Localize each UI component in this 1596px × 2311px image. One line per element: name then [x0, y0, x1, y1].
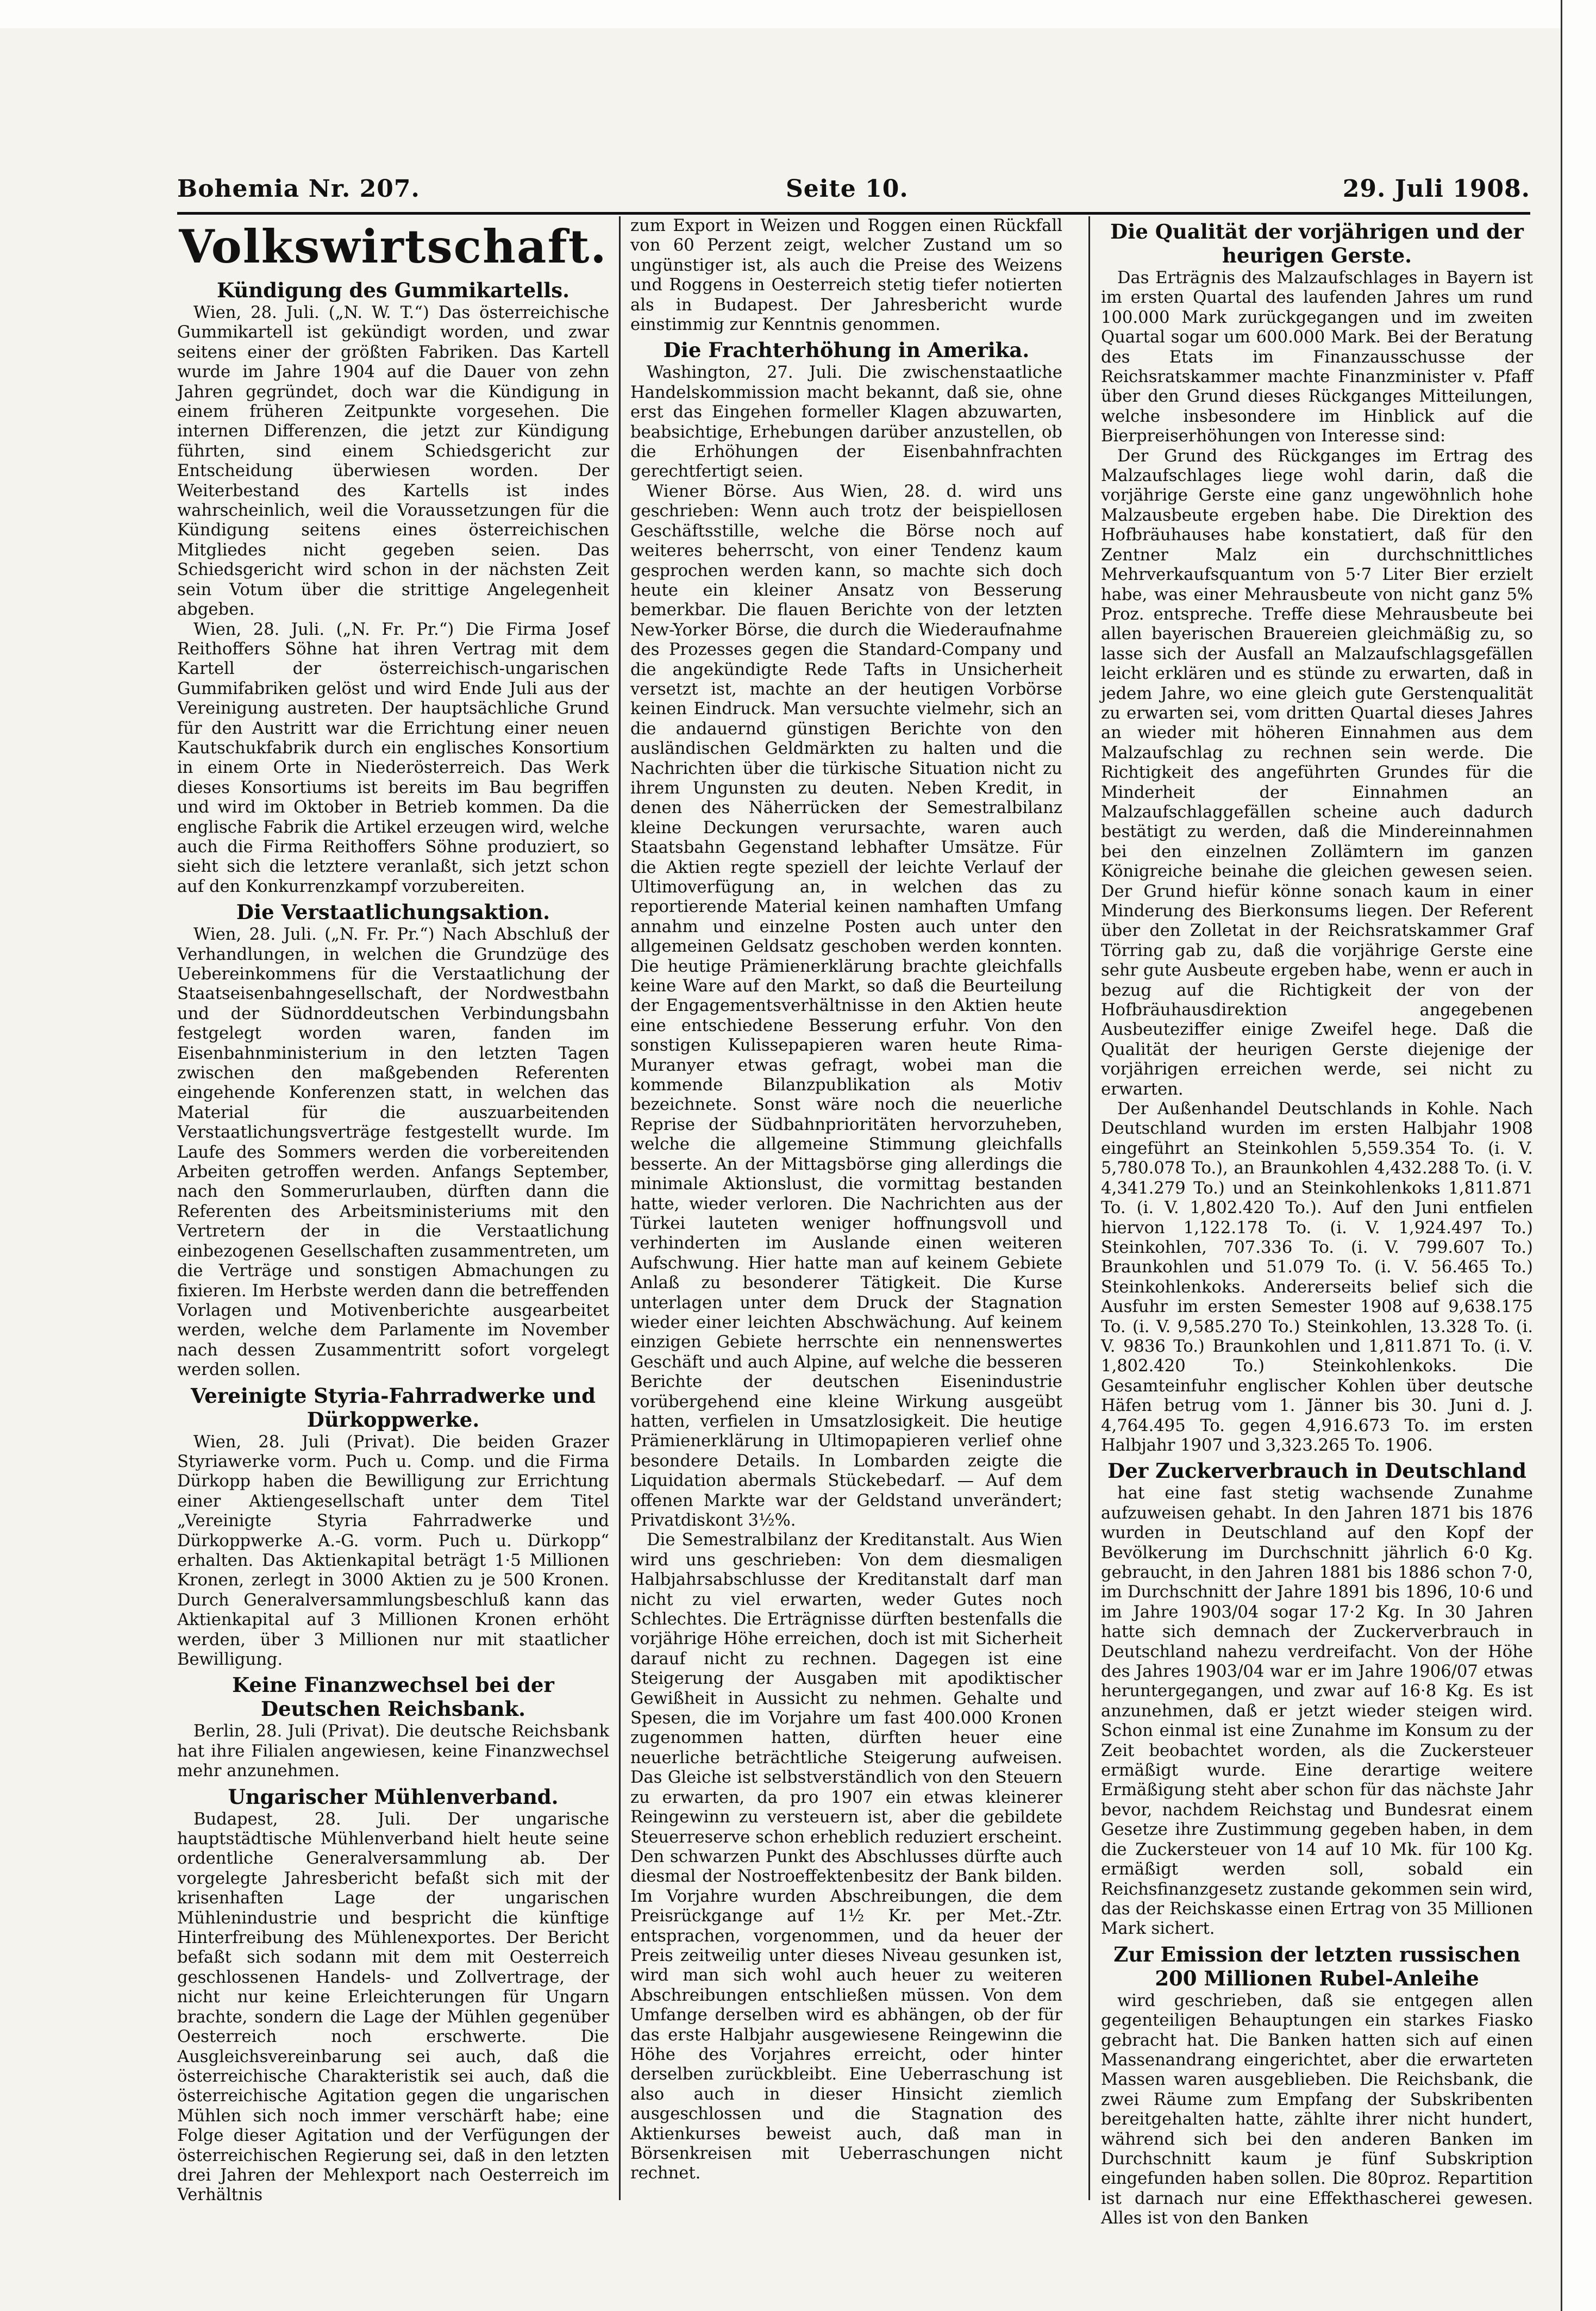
column-divider — [619, 216, 621, 2200]
header-issue: Bohemia Nr. 207. — [177, 175, 420, 203]
article-paragraph: Wien, 28. Juli. („N. W. T.“) Das österreichische Gummikartell ist gekündigt worden, und zwar seitens einer der größten Fabriken. Das Kartell wurde im Jahre 1904 auf die Dauer von zehn Jahren gegründet, doch war die Kündigung in einem früheren Zeitpunkte vorgesehen. Die internen Differenzen, die jetzt zur Kündigung führten, sind einem Schiedsgericht zur Entscheidung überwiesen worden. Der Weiterbestand des Kartells ist indes wahrscheinlich, weil die Voraussetzungen für die Kündigung seitens eines österreichischen Mitgliedes nicht gegeben seien. Das Schiedsgericht wird schon in der nächsten Zeit sein Votum über die strittige Angelegenheit abgeben. — [177, 303, 609, 620]
section-title: Volkswirtschaft. — [179, 220, 608, 273]
header-date: 29. Juli 1908. — [1342, 175, 1530, 203]
article-paragraph: Wiener Börse. Aus Wien, 28. d. wird uns geschrieben: Wenn auch trotz der beispiellosen Geschäftsstille, welche die Börse noch auf weiteres beherrscht, von einer Tendenz kaum gesprochen werden kann, so machte sich doch heute ein kleiner Ansatz von Besserung bemerkbar. Die flauen Berichte von der letzten New-Yorker Börse, die durch die Wiederaufnahme des Prozesses gegen die Standard-Company und die angekündigte Rede Tafts in Unsicherheit versetzt ist, machte an der heutigen Vorbörse keinen Eindruck. Man versuchte vielmehr, sich an die andauernd günstigen Berichte von den ausländischen Geldmärkten zu halten und die Nachrichten über die türkische Situation nicht zu ihrem Ungunsten zu deuten. Neben Kredit, in denen des Näherrücken der Semestralbilanz kleine Deckungen verursachte, waren auch Staatsbahn Gegenstand lebhafter Umsätze. Für die Aktien regte speziell der leichte Verlauf der Ultimoverfügung an, in welchen das zu reportierende Material keinen namhaften Umfang annahm und einzelne Posten auch unter den allgemeinen Geldsatz geschoben werden konnten. Die heutige Prämienerklärung brachte gleichfalls keine Ware auf den Markt, so daß die Beurteilung der Engagementsverhältnisse in den Aktien heute eine entschiedene Besserung erfuhr. Von den sonstigen Kulissepapieren waren heute Rima-Muranyer etwas gefragt, wobei man die kommende Bilanzpublikation als Motiv bezeichnete. Sonst wäre noch die neuerliche Reprise der Südbahnprioritäten hervorzuheben, welche die allgemeine Stimmung gleichfalls besserte. An der Mittagsbörse ging allerdings die minimale Aktionslust, die vormittag bestanden hatte, wieder verloren. Die Nachrichten aus der Türkei lauteten weniger hoffnungsvoll und verhinderten im Auslande einen weiteren Aufschwung. Hier hatte man auf keinem Gebiete Anlaß zu besonderer Tätigkeit. Die Kurse unterlagen unter dem Druck der Stagnation wieder einer leichten Abschwächung. Auf keinem einzigen Gebiete herrschte ein nennenswertes Geschäft und auch Alpine, auf welche die besseren Berichte der deutschen Eisenindustrie vorübergehend eine kleine Wirkung ausgeübt hatten, verfielen in Umsatzlosigkeit. Die heutige Prämienerklärung in Ultimopapieren verlief ohne besondere Details. In Lombarden zeigte die Liquidation abermals Stückebedarf. — Auf dem offenen Markte war der Geldstand unverändert; Privatdiskont 3½%. — [630, 482, 1062, 1530]
article-paragraph: Die Semestralbilanz der Kreditanstalt. Aus Wien wird uns geschrieben: Von dem diesmaligen Halbjahrsabschlusse der Kreditanstalt darf man nicht zu viel erwarten, weder Gutes noch Schlechtes. Die Erträgnisse dürften bestenfalls die vorjährige Höhe erreichen, doch ist mit Sicherheit darauf nicht zu rechnen. Dagegen ist eine Steigerung der Ausgaben mit apodiktischer Gewißheit in Aussicht zu nehmen. Gehalte und Spesen, die im Vorjahre um fast 400.000 Kronen zugenommen hatten, dürften heuer eine neuerliche beträchtliche Steigerung aufweisen. Das Gleiche ist selbstverständlich von den Steuern zu erwarten, da pro 1907 ein etwas kleinerer Reingewinn zu versteuern ist, aber die gebildete Steuerreserve schon erheblich reduziert erscheint. Den schwarzen Punkt des Abschlusses dürfte auch diesmal der Nostroeffektenbesitz der Bank bilden. Im Vorjahre wurden Abschreibungen, die dem Preisrückgange auf 1½ Kr. per Met.-Ztr. entsprachen, vorgenommen, und da heuer der Preis zeitweilig unter dieses Niveau gesunken ist, wird man sich wohl auch heuer zu weiteren Abschreibungen entschließen müssen. Von dem Umfange derselben wird es abhängen, ob der für das erste Halbjahr ausgewiesene Reingewinn die Höhe des Vorjahres erreicht, oder hinter derselben zurückbleibt. Eine Ueberraschung ist also auch in dieser Hinsicht ziemlich ausgeschlossen und die Stagnation des Aktienkurses beweist auch, daß man in Börsenkreisen mit Ueberraschungen nicht rechnet. — [630, 1531, 1062, 2183]
article-paragraph: Wien, 28. Juli. („N. Fr. Pr.“) Nach Abschluß der Verhandlungen, in welchen die Grundzüge des Uebereinkommens für die Verstaatlichung der Staatseisenbahngesellschaft, der Nordwestbahn und der Südnorddeutschen Verbindungsbahn festgelegt worden waren, fanden im Eisenbahnministerium in den letzten Tagen zwischen den maßgebenden Referenten eingehende Konferenzen statt, in welchen das Material für die auszuarbeitenden Verstaatlichungsverträge festgestellt wurde. Im Laufe des Sommers werden die vorbereitenden Arbeiten getroffen werden. Anfangs September, nach den Sommerurlauben, dürften dann die Referenten des Arbeitsministeriums mit den Vertretern der in die Verstaatlichung einbezogenen Gesellschaften zusammentreten, um die Verträge und sonstigen Abmachungen zu fixieren. Im Herbste werden dann die betreffenden Vorlagen und Motivenberichte ausgearbeitet werden, welche dem Parlamente im November nach dessen Zusammentritt sofort vorgelegt werden sollen. — [177, 925, 609, 1380]
article-headline: Der Zuckerverbrauch in Deutschland — [1107, 1459, 1526, 1483]
article-paragraph: Der Außenhandel Deutschlands in Kohle. Nach Deutschland wurden im ersten Halbjahr 1908 eingeführt an Steinkohlen 5,559.354 To. (i. V. 5,780.078 To.), an Braunkohlen 4,432.288 To. (i. V. 4,341.279 To.) und an Steinkohlenkoks 1,811.871 To. (i. V. 1,802.420 To.). Auf den Juni entfielen hiervon 1,122.178 To. (i. V. 1,924.497 To.) Steinkohlen, 707.336 To. (i. V. 799.607 To.) Braunkohlen und 51.079 To. (i. V. 56.465 To.) Steinkohlenkoks. Andererseits belief sich die Ausfuhr im ersten Semester 1908 auf 9,638.175 To. (i. V. 9,585.270 To.) Steinkohlen, 13.328 To. (i. V. 9836 To.) Braunkohlen und 1,811.871 To. (i. V. 1,802.420 To.) Steinkohlenkoks. Die Gesamteinfuhr englischer Kohlen über deutsche Häfen betrug vom 1. Jänner bis 30. Juni d. J. 4,764.495 To. gegen 4,916.673 To. im ersten Halbjahr 1907 und 3,323.265 To. 1906. — [1101, 1100, 1533, 1455]
article-paragraph: Der Grund des Rückganges im Ertrag des Malzaufschlages liege wohl darin, daß die vorjährige Gerste eine ganz ungewöhnlich hohe Malzausbeute ergeben habe. Die Direktion des Hofbräuhauses habe konstatiert, daß für den Zentner Malz ein durchschnittliches Mehrverkaufsquantum von 5·7 Liter Bier erzielt habe, was einer Mehrausbeute von nicht ganz 5% Proz. entspreche. Treffe diese Mehrausbeute bei allen bayerischen Brauereien gleichmäßig zu, so lasse sich der Ausfall an Malzaufschlagsgefällen leicht erklären und es stünde zu erwarten, daß in jedem Jahre, wo eine gleich gute Gerstenqualität zu erwarten sei, vom dritten Quartal dieses Jahres an wieder mit höheren Einnahmen aus dem Malzaufschlag zu rechnen sein werde. Die Richtigkeit des angeführten Grundes für die Minderheit der Einnahmen an Malzaufschlaggefällen scheine auch dadurch bestätigt zu werden, daß die Mindereinnahmen bei den einzelnen Zollämtern im ganzen Königreiche beinahe die gleichen gewesen seien. Der Grund hiefür könne sonach kaum in einer Minderung des Bierkonsums liegen. Der Referent über den Zolletat in der Reichsratskammer Graf Törring gab zu, daß die vorjährige Gerste eine sehr gute Ausbeute ergeben habe, wenn er auch in bezug auf die Richtigkeit der von der Hofbräuhausdirektion angegebenen Ausbeuteziffer einige Zweifel hege. Daß die Qualität der heurigen Gerste diejenige der vorjährigen erreichen werde, sei nicht zu erwarten. — [1101, 446, 1533, 1099]
article-paragraph: zum Export in Weizen und Roggen einen Rückfall von 60 Perzent zeigt, welcher Zustand um so ungünstiger ist, als auch die Preise des Weizens und Roggens in Oesterreich stetig tiefer notierten als in Budapest. Der Jahresbericht wurde einstimmig zur Kenntnis genommen. — [630, 216, 1062, 335]
article-headline: Kündigung des Gummikartells. — [216, 278, 570, 302]
column-2 — [630, 216, 1062, 2200]
article-paragraph: Washington, 27. Juli. Die zwischenstaatliche Handelskommission macht bekannt, daß sie, ohne erst das Eingehen formeller Klagen abzuwarten, beabsichtige, Erhebungen darüber anzustellen, ob die Erhöhungen der Eisenbahnfrachten gerechtfertigt seien. — [630, 363, 1062, 482]
header-rule — [177, 212, 1530, 215]
scan-border-right — [1561, 0, 1596, 2311]
header-page-number: Seite 10. — [786, 175, 909, 203]
article-paragraph: Wien, 28. Juli (Privat). Die beiden Grazer Styriawerke vorm. Puch u. Comp. und die Firma Dürkopp haben die Bewilligung zur Errichtung einer Aktiengesellschaft unter dem Titel „Vereinigte Styria Fahrradwerke und Dürkoppwerke A.-G. vorm. Puch u. Dürkopp“ erhalten. Das Aktienkapital beträgt 1·5 Millionen Kronen, zerlegt in 3000 Aktien zu je 500 Kronen. Durch Generalversammlungsbeschluß kann das Aktienkapital auf 3 Millionen Kronen erhöht werden, über 3 Millionen nur mit staatlicher Bewilligung. — [177, 1432, 609, 1669]
article-paragraph: wird geschrieben, daß sie entgegen allen gegenteiligen Behauptungen ein starkes Fiasko gebracht hat. Die Banken hatten sich auf einen Massenandrang eingerichtet, aber die erwarteten Massen waren ausgeblieben. Die Reichsbank, die zwei Räume zum Empfang der Subskribenten bereitgehalten hatte, zählte ihrer nicht hundert, während sich bei den anderen Banken im Durchschnitt kaum je fünf Subskription eingefunden haben sollen. Die 80proz. Repartition ist darnach nur eine Effekthascherei gewesen. Alles ist von den Banken — [1101, 1991, 1533, 2228]
article-headline: Die Frachterhöhung in Amerika. — [663, 338, 1030, 363]
article-headline: Keine Finanzwechsel bei der Deutschen Reichsbank. — [232, 1673, 554, 1721]
article-headline: Ungarischer Mühlenverband. — [228, 1784, 559, 1809]
article-headline: Die Qualität der vorjährigen und der heurigen Gerste. — [1110, 220, 1524, 267]
article-paragraph: hat eine fast stetig wachsende Zunahme aufzuweisen gehabt. In den Jahren 1871 bis 1876 wurden in Deutschland auf den Kopf der Bevölkerung im Durchschnitt jährlich 6·0 Kg. gebraucht, in den Jahren 1881 bis 1886 schon 7·0, im Durchschnitt der Jahre 1891 bis 1896, 10·6 und im Jahre 1903/04 sogar 17·2 Kg. In 30 Jahren hatte sich demnach der Zuckerverbrauch in Deutschland nahezu verdreifacht. Von der Höhe des Jahres 1903/04 war er im Jahre 1906/07 etwas heruntergegangen, und zwar auf 16·8 Kg. Es ist anzunehmen, daß er jetzt wieder steigen wird. Schon einmal ist eine Zunahme im Konsum zu der Zeit beobachtet worden, als die Zuckersteuer ermäßigt wurde. Eine derartige weitere Ermäßigung steht aber schon für das nächste Jahr bevor, nachdem Reichstag und Bundesrat einem Gesetze ihre Zustimmung gegeben haben, in dem die Zuckersteuer von 14 auf 10 Mk. für 100 Kg. ermäßigt werden soll, sobald ein Reichsfinanzgesetz zustande gekommen sein wird, das der Reichskasse einen Ertrag von 35 Millionen Mark sichert. — [1101, 1484, 1533, 1939]
column-1 — [177, 216, 609, 2205]
scan-border-top — [0, 0, 1596, 28]
article-paragraph: Das Erträgnis des Malzaufschlages in Bayern ist im ersten Quartal des laufenden Jahres um rund 100.000 Mark zurückgegangen und im zweiten Quartal sogar um 600.000 Mark. Bei der Beratung des Etats im Finanzausschusse der Reichsratskammer machte Finanzminister v. Pfaff über den Grund dieses Rückganges Mitteilungen, welche insbesondere im Hinblick auf die Bierpreiserhöhungen von Interesse sind: — [1101, 268, 1533, 446]
column-3 — [1101, 216, 1533, 2228]
article-headline: Zur Emission der letzten russischen 200 Millionen Rubel-Anleihe — [1113, 1942, 1520, 1990]
article-paragraph: Wien, 28. Juli. („N. Fr. Pr.“) Die Firma Josef Reithoffers Söhne hat ihren Vertrag mit dem Kartell der österreichisch-ungarischen Gummifabriken gelöst und wird Ende Juli aus der Vereinigung austreten. Der hauptsächliche Grund für den Austritt war die Errichtung einer neuen Kautschukfabrik durch ein englisches Konsortium in einem Orte in Niederösterreich. Das Werk dieses Konsortiums ist bereits im Bau begriffen und wird im Oktober in Betrieb kommen. Da die englische Fabrik die Artikel erzeugen wird, welche auch die Firma Reithoffers Söhne produziert, so sieht sich die letztere veranlaßt, sich jetzt schon auf den Konkurrenzkampf vorzubereiten. — [177, 620, 609, 896]
article-headline: Die Verstaatlichungsaktion. — [236, 900, 550, 925]
article-paragraph: Budapest, 28. Juli. Der ungarische hauptstädtische Mühlenverband hielt heute seine ordentliche Generalversammlung ab. Der vorgelegte Jahresbericht befaßt sich mit der krisenhaften Lage der ungarischen Mühlenindustrie und bespricht die künftige Hinterfreibung des Mühlenexportes. Der Bericht befaßt sich sodann mit dem mit Oesterreich geschlossenen Handels- und Zollvertrage, der nicht nur keine Erleichterungen für Ungarn brachte, sondern die Lage der Mühlen gegenüber Oesterreich noch erschwerte. Die Ausgleichsvereinbarung sei auch, daß die österreichische Charakteristik sei auch, daß die österreichische Agitation gegen die ungarischen Mühlen sich noch immer verschärft habe; eine Folge dieser Agitation und der Verfügungen der österreichischen Regierung sei, daß in den letzten drei Jahren der Mehlexport nach Oesterreich im Verhältnis — [177, 1809, 609, 2205]
page-header — [177, 175, 1530, 205]
column-divider — [1088, 216, 1090, 2200]
article-paragraph: Berlin, 28. Juli (Privat). Die deutsche Reichsbank hat ihre Filialen angewiesen, keine Finanzwechsel mehr anzunehmen. — [177, 1722, 609, 1781]
article-headline: Vereinigte Styria-Fahrradwerke und Dürkoppwerke. — [190, 1383, 596, 1432]
